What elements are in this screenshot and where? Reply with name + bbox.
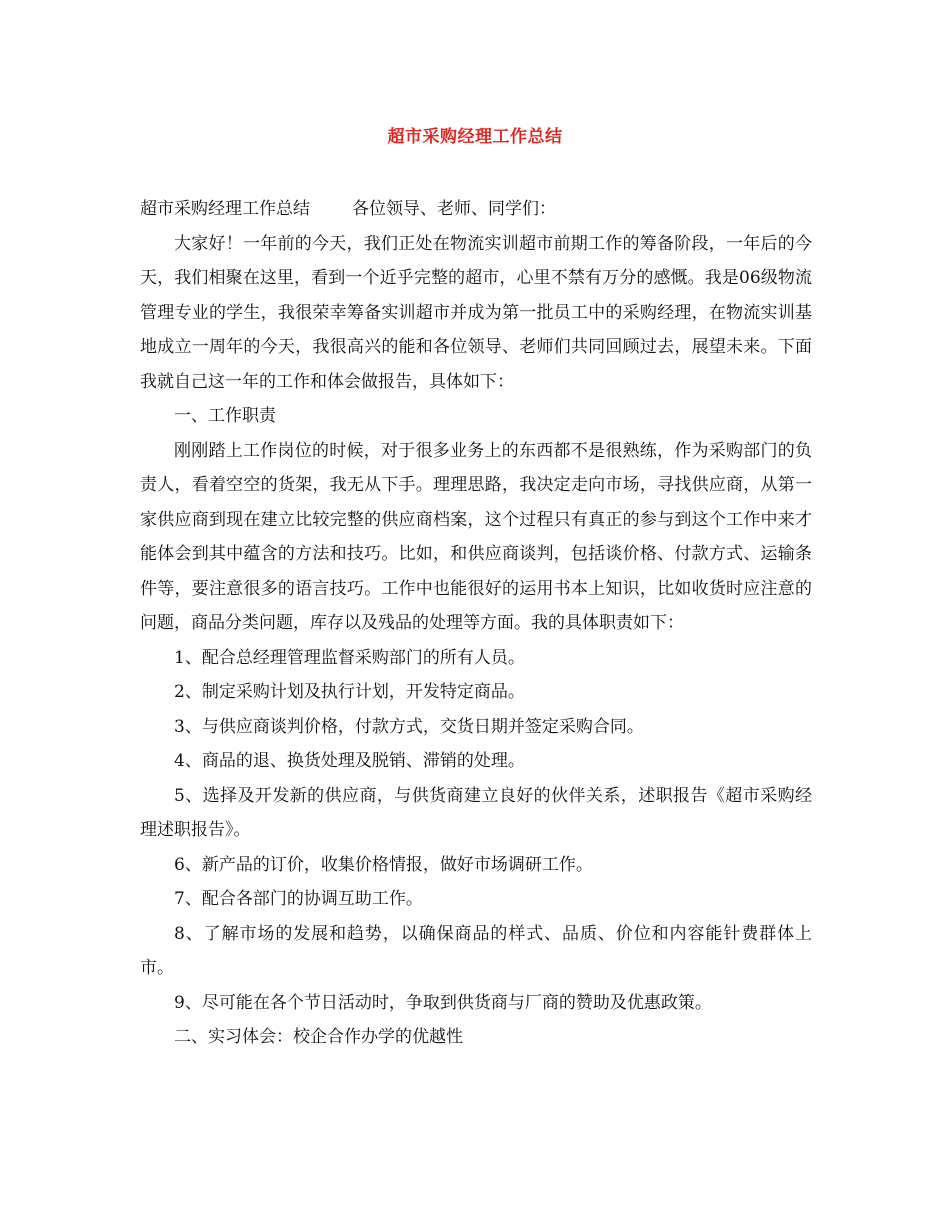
- paragraph: 大家好！一年前的今天，我们正处在物流实训超市前期工作的筹备阶段，一年后的今天，我们相聚在这里，看到一个近乎完整的超市，心里不禁有万分的感慨。我是06级物流管理专业的学生，我很荣幸筹备实训超市并成为第一批员工中的采购经理，在物流实训基地成立一周年的今天，我很高兴的能和各位领导、老师们共同回顾过去，展望未来。下面我就自己这一年的工作和体会做报告，具体如下：: [140, 233, 812, 392]
- list-item: 3、与供应商谈判价格，付款方式，交货日期并签定采购合同。: [174, 716, 644, 737]
- section-heading: 二、实习体会：校企合作办学的优越性: [174, 1027, 463, 1047]
- list-item: 2、制定采购计划及执行计划，开发特定商品。: [174, 682, 525, 702]
- intro-line: [140, 192, 812, 227]
- paragraph: 刚刚踏上工作岗位的时候，对于很多业务上的东西都不是很熟练，作为采购部门的负责人，看着空空的货架，我无从下手。理理思路，我决定走向市场，寻找供应商，从第一家供应商到现在建立比较完整的供应商档案，这个过程只有真正的参与到这个工作中来才能体会到其中蕴含的方法和技巧。比如，和供应商谈判，包括谈价格、付款方式、运输条件等，要注意很多的语言技巧。工作中也能很好的运用书本上知识，比如收货时应注意的问题，商品分类问题，库存以及残品的处理等方面。我的具体职责如下：: [140, 440, 812, 633]
- list-item: 6、新产品的订价，收集价格情报，做好市场调研工作。: [174, 854, 593, 875]
- intro-doc-name: 超市采购经理工作总结: [140, 199, 310, 219]
- list-item: 1、配合总经理管理监督采购部门的所有人员。: [174, 647, 525, 668]
- list-item: 7、配合各部门的协调互助工作。: [174, 889, 423, 909]
- salutation: 各位领导、老师、同学们：: [352, 199, 556, 219]
- section-heading: 一、工作职责: [174, 406, 276, 426]
- list-item: 4、商品的退、换货处理及脱销、滞销的处理。: [174, 751, 525, 771]
- list-item: 8、了解市场的发展和趋势，以确保商品的样式、品质、价位和内容能针费群体上市。: [140, 923, 812, 978]
- document-body: [140, 192, 812, 1055]
- document-title: 超市采购经理工作总结: [387, 127, 563, 147]
- list-item: 5、选择及开发新的供应商，与供货商建立良好的伙伴关系，述职报告《超市采购经理述职报告》。: [140, 785, 812, 840]
- list-item: 9、尽可能在各个节日活动时，争取到供货商与厂商的赞助及优惠政策。: [174, 992, 712, 1013]
